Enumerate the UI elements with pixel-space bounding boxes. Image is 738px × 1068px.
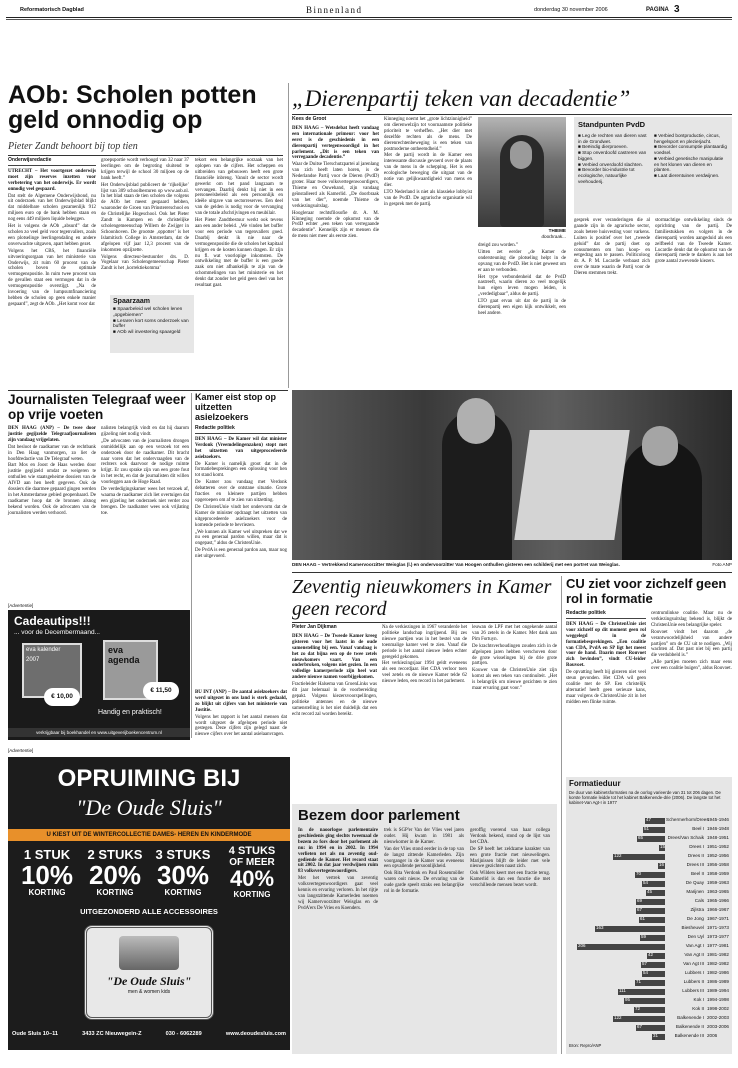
section-name: Binnenland [306,5,363,15]
dierenpartij-col4: gesprek over veranderingen die al gaande zijn in de agrarische sector, zoals betere huisvesting voor varkens. Luiten is positief over het „tweede geluid” dat de partij doet op consumenten om hun koop- en eetgedrag aan te passen. Politicoloog dr. A. P. M. Lucardie verbaast zich over de mate waarin de Partij voor de Dieren stemmen trekt. [574,218,650,277]
chart-value-label: 163 [596,925,604,930]
telegraaf-col2 [101,426,189,601]
chart-row [569,843,729,852]
chart-value-label: 65 [638,835,644,840]
formatieduur-chart [566,777,732,1054]
page-number: 3 [674,4,680,15]
telegraaf-paragraph: Bart Mos en Joost de Haas werden door justitie gegijzeld omdat ze weigeren te onthullen wie staatsgeheime dossiers van de AIVD aan hen heeft gegeven. Ook de dossiers die daarmee gepaard gingen werden in het Amsterdamse gebied geopenbaard. De raadkamer hoop dat de bronnen alsnog bekend worden. Ook de advocaten van de journalisten werden verhoord. [8,463,96,516]
ad-label: [Advertentie] [8,748,34,753]
zeventig-col3 [472,625,557,800]
chart-row [569,861,729,870]
chart-year-label: 1959-1963 [707,880,729,885]
deal-qty: 1 STUK [23,847,71,862]
header-date: donderdag 30 november 2006 [534,7,608,13]
postal: 3433 ZC Nieuwegein-Z [82,1031,142,1037]
chart-value-label: 16 [659,862,665,867]
chart-year-label: 2003-2006 [707,1024,729,1029]
ad-label: [Advertentie] [8,603,34,608]
chart-row [569,906,729,915]
parlement-col1 [298,828,378,1048]
chart-category-label: De Quay [685,880,704,885]
dierenpartij-paragraph: dreigd zou worden.” [478,243,519,248]
chart-category-label: Zijlstra [690,907,704,912]
asiel-lead: DEN HAAG – De Kamer wil dat minister Verdonk (Vreemdelingenzaken) stopt met het uitzetten van uitgeprocedeerde asielzoekers. [195,436,287,460]
chart-year-label: 1958-1959 [707,871,729,876]
dierenpartij-paragraph: LTO Nederland is niet als klassieke lobbyist van de PvdD. De agrarische organisatie wil in gesprek met de partij. [384,189,472,207]
chart-year-label: 1945-1946 [707,817,729,822]
zeventig-paragraph: leuwan de LPF met het ongekende aantal van 26 zetels in de Kamer. Met dank aan Pim Fortuyn. [472,625,557,642]
chart-row [569,870,729,879]
parlement-paragraph: trek is SGP'er Van der Vlies veel jaren ouder. Hij kwam in 1981 als nieuwkomer in de Kamer. [384,828,464,845]
chart-category-label: Drees III [686,862,704,867]
chart-row [569,960,729,969]
parlement-paragraph: De SP heeft het zeldzame karakter van een grote fractie met nieuwelingen. Marijnissen blijft de leider met vele nieuwe gezichten naast zich. [470,846,550,870]
dierenpartij-col3 [478,243,566,388]
ad-address [12,1031,286,1037]
chart-year-label: 1981-1982 [707,952,729,957]
chart-category-label: Biesheuvel [681,925,704,930]
chart-row [569,888,729,897]
deal-pct: 20% [88,860,142,890]
ad-banner: U KIEST UIT DE WINTERCOLLECTIE DAMES- HEREN EN KINDERMODE [8,829,290,841]
column-divider [191,393,192,738]
telegraaf-paragraph: „De advocaten van de journalisten drongen onmiddellijk aan op een verzoek tot een onderzoek door de raadkamer. Dit bracht naar voren dat het ondervraagden van de rechters ook daarvoor de nodige ruimte krijgt. Er zou sprake zijn van een grote fout in het recht, en dat de journalisten dit willen voorleggen aan de Hoge Raad. [101,438,189,486]
chart-category-label: Van Agt II [684,952,704,957]
telegraaf-col1 [8,426,96,601]
caption-text: doorbraak... [541,233,566,239]
parlement-lead: In de naoorlogse parlementaire geschiedenis ging slechts tweemaal de bezem zo fors door het parlement als nu: in 1994 en in 2002. In 1994 verlieten net als nu zeventig oud-gediende de Kamer. Het record staat uit 2002. In dat jaar verdwijnen ruim 83 volksvertegenwoordigers. [298,828,378,875]
zeventig-paragraph: Fractieleider Halsema van GroenLinks was dit jaar helemaal in de voorbereiding gepakt. Volgens kiezersvoorspellingen, politieke antennes en de nieuwe samenstelling is het niet duidelijk dat een echt record zal worden bereikt. [292,682,377,717]
cu-headline: CU ziet voor zichzelf geen rol in formatie [566,576,727,606]
ad-logo [84,925,214,1020]
chart-year-label: 1967-1971 [707,916,729,921]
ad-cadeau [8,610,190,740]
chart-value-label: 54 [643,880,649,885]
dierenpartij-col5: stormachtige ontwikkeling sinds de oprichting van de partij. De familiestukken en volgers in de dierenpartij worden aangeduid als een zelfbeeld van de Tweede Kamer. Lucardie denkt dat de opkomst van de dierenpartij mede te danken is aan het grote aantal zwevende kiezers. [655,218,732,265]
chart-category-label: Kok I [693,997,704,1002]
cu-paragraph: De opvatting heeft bij gisteren niet veel steun gevonden. Het CDA wil geen coalitie met de SP. Een christelijk alternatief heeft geen serieuze kans, maar volgens de ChristenUnie zit in het midden een flinke ruimte. [566,670,646,705]
chart-row [569,924,729,933]
asiel-paragraph: BU INT (ANP) – De aantal asielzoekers dat werd uitgezet in ons land is sterk gedaald, zo blijkt uit cijfers van het ministerie van Justitie. [195,690,287,713]
aob-paragraph: Volgens het CBS, het financiële uitvoeringsorgaan van het ministerie van Onderwijs, zit ruim 60 procent van de scholen boven de optimale vermogenspositie. In ruim twee procent van de gevallen staat een vermogen dat in de vermogenspositie overstijgt. „Na de invoering van de lumpsumfinanciering hebben de scholen op geen enkele manier gespaard”, zegt de AOb. „Het komt voor dat [8,248,96,307]
chart-value-label: 111 [619,988,626,993]
chart-row [569,987,729,996]
deal-qty: 3 STUKS [155,847,211,862]
masthead [6,5,732,17]
chart-value-label: 67 [637,907,643,912]
deal-qty: 2 STUKS [87,847,143,862]
parlement-paragraph: Ook Rita Verdonk en Paul Rosenmöller waren ooit nieuw. De ervaring van de oude garde speelt straks een belangrijke rol in de formatie. [384,871,464,895]
chart-category-label: Beel II [690,871,704,876]
chart-row [569,915,729,924]
column-divider [288,83,289,388]
chart-value-label: 71 [636,979,642,984]
chart-row [569,1005,729,1014]
aob-paragraph: Het Pieter Zandtbestuur werkt ook tevens aan een ander beleid. „We vinden het buffer voor een periode van tegenvallers goed. Daarbij denkt ik nie naar de vermogenspositie die de scholen het kapitaal krijgen en de kosten kunnen dragen. Er zijn nu fl. wat voorlopige inkomsten. De ontwikkeling met de buffer is een goede zaak om niet afhankelijk te zijn van de schommelingen van het ministerie en het denkt dat zonder het geld geen deel van het resultaat gaat. [195,218,283,289]
chart-value-label: 45 [647,889,653,894]
chart-year-label: 1946-1948 [707,826,729,831]
standpunt-item: ■ Laat dierentuinen verdwijnen. [654,172,720,178]
deal-korting: KORTING [164,888,202,897]
dierenpartij-paragraph: LTO gaat ervan uit dat de partij in de dierenpartij een eigen kijk ontwikkelt, een heel andere. [478,299,566,316]
kalender-year: 2007 [26,657,40,663]
zeventig-headline: Zeventig nieuwkomers in Kamer geen record [292,576,552,620]
parlement-box [292,804,557,1054]
chart-value-label: 15 [660,844,666,849]
zeventig-col2 [382,625,467,800]
telegraaf-lead: DEN HAAG (ANP) – De twee door justitie gegijzelde Telegraafjournalisten zijn vandaag vrijgelaten. [8,426,96,443]
deal-qty: 4 STUKS [228,845,276,857]
paper-name: Reformatorisch Dagblad [20,7,84,13]
dierenpartij-paragraph: Kinneging noemt het „grote lichtzinnigheid” om dierenwelzijn tot voornaamste politieke prioriteit te verheffen. „Het dier met dezelfde rechten als de mens. De dierenrechtenbeweging is een teken van postmoderne ontheemdheid.” [384,117,472,152]
cu-paragraph: centrumlinkse coalitie. Maar nu de verkiezingsuitslag bekend is, blijkt de ChristenUnie een belangrijke speler. [651,611,732,628]
parlement-paragraph: Van der Vlies stond eerder in de top van de langst zittende Kamerleden. Zijn voorganger in de Kamer was eveneens een opvallende persoonlijkheid. [384,846,464,870]
chart-year-label: 2006 [707,1033,718,1038]
chart-row [569,1032,729,1041]
chart-year-label: 1963-1965 [707,889,729,894]
aob-paragraph: Het Onderwijsblad publiceert de ‘rijkelijke’ lijst van 309 schoolbesturen op www.aob.nl. In het blad staan de tien scholen die volgens de AOb het meest gespaard hebben, waaronder de Groen van Prinstererschool en de Christelijke Hogeschool. Ook het Pieter Zandt in Kampen en de christelijke scholengemeenschap Willem de Zwijger in Schoonhoven. De grootste ‚oppotter’ is het Islamitisch College in Amsterdam, dat de afgelopen vijf jaar 12,3 procent van de inkomsten opzijzette. [101,182,189,253]
zeventig-author: Pieter Jan Dijkman [292,624,337,630]
cu-kicker: Redactie politiek [566,611,646,619]
aob-paragraph: tekort een belangrijke oorzaak van het oplopen van de cijfers. Het scheppen en uitbreiden van gebouwen heeft een grote financiële inbreng. Vanuit de sector wordt gewerkt om het pand langzaam te vervangen. Daarbij denkt hij niet in een personeelsbeleid als een persoonlijk en ideële uitgave van sectorreserves. Een deel van de gelden is nodig voor de vervanging van de totale afschrijvingen en meubilair. [195,158,283,217]
caption-text: DEN HAAG – Vertrekkend Kamervoorzitter Weisglas (l.) en ondervoorzitter Van Hoogen onthullen gisteren een schilderij met een portret van Weisglas. [292,562,620,567]
cu-paragraph: „Alle partijen moeten zich maar eens over een coalitie buigen”, aldus Rouvoet. [651,660,732,672]
chart-category-label: De Jong [686,916,704,921]
telegraaf-paragraph: De verdedigingskamer wees het verzoek af, waarna de raadkamer zich liet overtuigen dat een gijzeling het onderzoek niet verder zou brengen. De raadkamer wees ook vrijlating toe. [101,487,189,516]
cu-paragraph: Rouvoet vindt het daarom „de verantwoordelijkheid van andere partijen” om de CU uit te nodigen. „Wij wachten af. Dat past niet bij een partij die verdubbeld is.” [651,629,732,659]
standpunt-item: ■ Verbied bontproductie, circus, hengelsport en plezierjacht. [654,133,720,144]
chart-value-label: 206 [578,943,586,948]
deal-korting: KORTING [233,890,271,899]
chart-category-label: Beel I [692,826,704,831]
standpunten-title: Standpunten PvdD [578,120,646,129]
aob-sidebar-item: ■ Spaarbeleid wel scholen lenen „opgebiemen” [113,307,183,318]
chart-value-label: 95 [625,997,631,1002]
standpunt-item: ■ Beëindig dierproeven. [578,144,628,150]
chart-row [569,1014,729,1023]
chart-value-label: 70 [636,871,642,876]
standpunt-item: ■ Stop onverdoofd castreren van biggen. [578,150,647,161]
chart-row [569,879,729,888]
dierenpartij-headline: „Dierenpartij teken van decadentie” [292,86,631,111]
chart-year-label: 1965-1966 [707,898,729,903]
ad-cadeau-subtitle: ... voor de Decembermaand... [14,629,100,636]
chart-year-label: 1956-1958 [707,862,729,867]
asiel-col2 [195,690,287,740]
photo-rule [292,572,732,573]
logo-name: "De Oude Sluis" [106,974,192,988]
standpunten-right [654,133,728,179]
chart-year-label: 1989-1994 [707,988,729,993]
aob-paragraph: Dat stelt de Algemene Onderwijsbond, nu uit onderzoek van het Onderwijsblad blijkt dat middelbare scholen gezamenlijk 912 miljoen euro op de bank hebben staan en nog eens 449 miljoen liquide beleggen. [8,193,96,223]
telegraaf-paragraph: nalisten belangrijk vindt en dat hij daarom gijzeling niet nodig vindt. [101,426,189,437]
standpunt-item: ■ Bevorder consumptie plantaardig voedsel. [654,144,727,156]
dierenpartij-rule [292,114,732,115]
asiel-paragraph: „We kunnen als Kamer wel uitspreken dat we nu een generaal pardon willen, maar dat is ongepast,” aldus de ChristenUnie. [195,529,287,547]
column-divider [561,576,562,1054]
dierenpartij-paragraph: Uitten zet eerder „de Kamer de ondersteuning die plotseling helpt in de opvang van de PvdD. Het is niet geweest om er aan te verbonden. [478,249,566,273]
chart-row [569,933,729,942]
chart-category-label: Kok II [692,1006,704,1011]
chart-category-label: Den Uyl [687,934,704,939]
aob-lead: UTRECHT – Het voortgezet onderwijs moet zijn reserves inzetten voor verbetering van het onderwijs. Er wordt onnodig veel gespaard. [8,168,96,192]
cu-lead: DEN HAAG – De ChristenUnie ziet voor zichzelf op dit moment geen rol weggelegd in de formatiebesprekingen. „Een coalitie van CDA, PvdA en SP ligt het meest voor de hand. Daarin moet Rouvoet zich bevinden”, vindt CU-leider Rouvoet. [566,621,646,669]
parlement-col2 [384,828,464,1048]
aob-col1 [8,158,96,388]
chart-source: Bron: Repro/ANP [569,1043,602,1048]
chart-category-label: Lubbers III [682,988,704,993]
chart-value-label: 69 [637,898,643,903]
chart-row [569,834,729,843]
chart-year-label: 1982-1986 [707,970,729,975]
dierenpartij-lead: DEN HAAG – Wetsdebat heeft vandaag een internationale primeur: voor het eerst is de geschiedenis in een dierenpartij vertegenwoordigd in het parlement. „Dit is een teken van verregaande decadentie.” [292,125,379,161]
aob-col2 [101,158,189,388]
standpunten-left [578,133,651,184]
chart-category-label: Balkenende II [675,1024,704,1029]
zeventig-lead: DEN HAAG – De Tweede Kamer kreeg gisteren voor het laatst in de oude samenstelling bij een. Vanaf vandaag is het zo dat bijna een op de twee zetels nieuwkomers vaart. Van een onderbroken, volgens niet gezien. In een volledige kamerperiode zijn heel wat andere nieuwe namen voorbijgekomen. [292,633,377,681]
dierenpartij-paragraph: Waar de Duitse Tierschutzpartei al jarenlang van zich heeft laten horen, is de Nederlandse Partij voor de Dieren (PvdD) groter. Haar twee volksvertegenwoordigers, Thieme en Ouwehand, zijn vandaag geïnstalleerd als Kamerlid. „De doorbraak van het dier”, noemde Thieme de verkiezingsuitslag. [292,162,379,209]
dierenpartij-paragraph: Hoogleraar rechtsfilosofie dr. A. M. Kinneging noemde de opkomst van de PvdD echter „een teken van verregaande decadentie”. Kennelijk zijn er mensen die de mens niet meer als eerste zien. [292,210,379,240]
aob-sidebar-item: ■ AOb wil investering spaargeld [113,330,181,336]
thieme-caption [478,228,566,239]
phone: 030 - 6062289 [165,1031,202,1037]
portrait-face [510,141,532,169]
parlement-paragraph: Met het vertrek van zeventig volksvertegenwoordigers gaat veel kennis en ervaring verloren. In het rijtje van langstzittende Kamerleden noemen wij Kamervoorzitter Weisglas en de PvdA'ers De Vries en Koenders. [298,876,378,911]
chart-row [569,897,729,906]
ad-oudesluis [8,757,290,1050]
telegraaf-headline: Journalisten Telegraaf weer op vrije voeten [8,392,186,422]
standpunt-item: ■ Leg de rechten van dieren vast in de Grondwet. [578,133,647,144]
aob-paragraph: Volgens directeur-bestuurder drs. D. Vogelaar van Scholengemeenschap Pieter Zandt is het ‚korrektiekomma’ [101,254,189,272]
parlement-headline: Bezem door parlement [298,807,460,824]
chart-value-label: 67 [637,1024,643,1029]
chart-category-label: Schermerhorn/Drees [666,817,709,822]
address: Oude Sluis 10–11 [12,1031,59,1037]
standpunt-item: ■ Bevorder bio-industrie tot ecologische, natuurlijke veehouderij. [578,167,635,184]
deal-1 [14,847,80,897]
caption-name: THIEME [548,228,566,233]
dierenpartij-col1 [292,117,379,387]
ad-title1: OPRUIMING BIJ [57,765,241,792]
asiel-paragraph: De Kamer zou vandaag met Verdonk debatteren over de ontstane situatie. Grote fracties en kleinere partijen hebben opgeroepen om af te zien van uitzetting. [195,480,287,503]
weisglas-photo [292,390,732,560]
deal-pct: 40% [229,866,275,891]
chart-year-label: 1982-1982 [707,961,729,966]
zeventig-paragraph: Het verkiezingsjaar 1994 geldt eveneens als een recordjaar. Het CDA verloor toen veel zetels en de nieuwe Kamer telde 62 nieuwe leden, een record in het parlement. [382,661,467,685]
ad-slogan: Handig en praktisch! [98,709,162,716]
chart-year-label: 1973-1977 [707,934,729,939]
person-right-head [642,426,678,466]
thieme-photo [478,117,566,227]
aob-subhead: Pieter Zandt behoort bij top tien [8,141,138,152]
ad-footer: verkrijgbaar bij boekhandel en www.uitgeverijboekencentrum.nl [8,728,190,737]
chart-year-label: 1971-1973 [707,925,729,930]
page-label: PAGINA [646,7,669,13]
chart-row [569,969,729,978]
chart-row [569,996,729,1005]
deal-sub: OF MEER [229,857,275,868]
chart-year-label: 1952-1956 [707,853,729,858]
aob-col3 [195,158,283,289]
price-badge-1: € 10,00 [44,688,80,706]
parlement-col3 [470,828,550,1048]
aob-paragraph: groepsportie wordt verhoogd van 32 naar 37 leerlingen om de begroting sluitend te krijgen terwijl de school 30 miljoen op de bank heeft.” [101,158,189,181]
deal-3 [150,847,216,897]
chart-category-label: Cals [694,898,704,903]
chart-value-label: 47 [646,817,652,822]
chart-row [569,852,729,861]
asiel-headline: Kamer eist stop op uitzetten asielzoekers [195,392,277,422]
aob-kicker: Onderwijsredactie [8,158,96,166]
chart-row [569,816,729,825]
chart-category-label: Lubbers II [683,979,704,984]
aob-sidebar-item: ■ Leraren kort soms onderzoek van buffer [113,318,189,330]
aob-sidebar-title: Spaarzaam [113,298,150,305]
chart-value-label: 61 [640,916,646,921]
zeventig-paragraph: De krachtsverhoudingen zouden zich in de afgelopen jaren hebben verschoven door de grote wisselingen bij de drie grote partijen. [472,643,557,667]
chart-year-label: 1998-2002 [707,1006,729,1011]
zeventig-paragraph: Na de verkiezingen in 1967 veranderde het politieke landschap ingrijpend. Bij zes nieuwe partijen was in het bestel van de toenmalige kamer veel te zien. Vanaf die periode is het aantal nieuwe leden echter geregeld gekomen. [382,625,467,660]
aob-paragraph: Het is volgens de AOb „absurd” dat de scholen zo veel geld voor tegenvallers, zoals een plotselinge leerlingendaling en andere onverwachte uitgaven, apart hebben gezet. [8,224,96,247]
chart-year-label: 1986-1989 [707,979,729,984]
chart-category-label: Balkenende I [677,1015,704,1020]
asiel-paragraph: Volgens het rapport is het aantal mensen dat wordt uitgezet de afgelopen periode niet gestegen. Deze cijfers zijn gelegd naast de nieuwe cijfers over het aantal asielaanvragen. [195,714,287,738]
agenda-label: eva agenda [108,645,140,665]
chart-title: Formatieduur [569,779,621,788]
standpunten-box [574,117,732,214]
chart-year-label: 1948-1951 [707,835,729,840]
logo-ship-icon [119,936,179,970]
ad-title2: "De Oude Sluis" [76,795,222,820]
price-badge-2: € 11,50 [143,682,179,700]
chart-bars [569,816,729,1046]
dierenpartij-author: Kees de Groot [292,116,327,122]
asiel-col [195,426,287,686]
asiel-paragraph: De Kamer is namelijk groot dat in de formatiebesprekingen een oplossing voor hen tot stand komt. [195,461,287,479]
person-left-head [457,398,495,444]
chart-row [569,951,729,960]
chart-value-label: 57 [642,961,648,966]
chart-year-label: 1994-1998 [707,997,729,1002]
asiel-paragraph: De PvdA is een generaal pardon aan, maar nog niet uitgevoerd. [195,548,287,560]
cu-col2 [651,611,732,771]
chart-row [569,1023,729,1032]
telegraaf-paragraph: Dat besloot de raadkamer van de rechtbank in Den Haag vanmorgen, zo liet de hoofdredactie van De Telegraaf weten. [8,444,96,462]
chart-value-label: 72 [635,1006,641,1011]
zeventig-rule [292,622,557,623]
aob-headline: AOb: Scholen potten geld onnodig op [8,81,257,134]
chart-row [569,978,729,987]
chart-subtitle: De duur van kabinetsformaties na de oorlog varieerde van 31 tot 206 dagen. De korste formatie leidde tot het kabinet Balkenende-drie (2006). De langste tot het kabinet-Van Agt-I in 1977 [569,790,721,806]
web: www.deoudesluis.com [225,1031,286,1037]
chart-year-label: 1951-1952 [707,844,729,849]
chart-year-label: 2002-2003 [707,1015,729,1020]
header-rule [6,17,732,18]
chart-category-label: Balkenende III [674,1033,704,1038]
chart-value-label: 51 [644,826,650,831]
chart-value-label: 54 [643,970,649,975]
chart-year-label: 1966-1967 [707,907,729,912]
dierenpartij-paragraph: Het type verbondenheid dat de PvdD nastreeft, waarin dieren zo veel mogelijk hun eigen leven mogen leiden, is „verdedigbaar”, aldus de partij. [478,274,566,298]
painting-cloth [514,430,629,540]
cu-col1 [566,611,646,771]
deal-pct: 10% [20,860,74,890]
chart-value-label: 122 [614,1015,622,1020]
chart-category-label: Drees/Van Schaik [667,835,704,840]
asiel-kicker: Redactie politiek [195,426,287,434]
aob-sidebar [110,295,194,353]
chart-category-label: Van Agt III [683,961,704,966]
chart-row [569,942,729,951]
header-rule-thin [6,19,732,20]
chart-category-label: Marijnen [686,889,704,894]
asiel-paragraph: De ChristenUnie vindt het ondervorm dat de Kamer de minister opdraagt het uitzetten van uitgeprocedeerde asielzoekers voor de komende periode te bevriezen. [195,504,287,528]
dierenpartij-paragraph: Met de partij wordt in de Kamer een interessante discussie gevoerd over de plaats van de mens in de schepping. Het is een ecologische beweging die uitgaat van de notie van gelijkwaardigheid van mens en dier. [384,153,472,188]
deal-4 [218,845,286,899]
deal-korting: KORTING [96,888,134,897]
chart-category-label: Lubbers I [684,970,704,975]
chart-category-label: Drees I [689,844,704,849]
deal-korting: KORTING [28,888,66,897]
dierenpartij-col2 [384,117,472,387]
chart-value-label: 59 [641,934,647,939]
deal-2 [82,847,148,897]
aob-rule [8,155,283,156]
section-rule [8,390,288,391]
ad-cadeau-title: Cadeautips!!! [14,614,91,628]
chart-value-label: 31 [653,1033,659,1038]
chart-row [569,825,729,834]
chart-category-label: Drees II [687,853,704,858]
chart-year-label: 1977-1981 [707,943,729,948]
standpunt-item: ■ Verbied onverdoofd slachten. [578,161,643,167]
ad-accessoires: UITGEZONDERD ALLE ACCESSOIRES [80,907,218,916]
weisglas-caption [292,562,732,567]
parlement-paragraph: Ook Wilders keert met een fractie terug. Kamerlid is dan een functie die met verschillende mensen bezet wordt. [470,871,550,889]
photo-credit: Foto ANP [712,562,732,567]
standpunt-item: ■ Verbied genetische manipulatie en het klonen van dieren en planten. [654,155,724,173]
parlement-paragraph: geroffig voerend van haar collega Verdonk bekend, stond op de lijst van het CDA. [470,828,550,845]
deal-pct: 30% [156,860,210,890]
zeventig-col1 [292,625,377,800]
chart-value-label: 42 [648,952,654,957]
chart-category-label: Van Agt I [685,943,704,948]
logo-sub: men & women kids [127,989,171,995]
chart-value-label: 122 [614,853,622,858]
kalender-label: eva kalender [26,647,61,653]
zeventig-paragraph: Kouwer van de ChristenUnie ziet zijn komst als een teken van continuïteit. „Het is belangrijk om nieuwe gezichten te zien maar ervaring gaat voor.” [472,668,557,692]
